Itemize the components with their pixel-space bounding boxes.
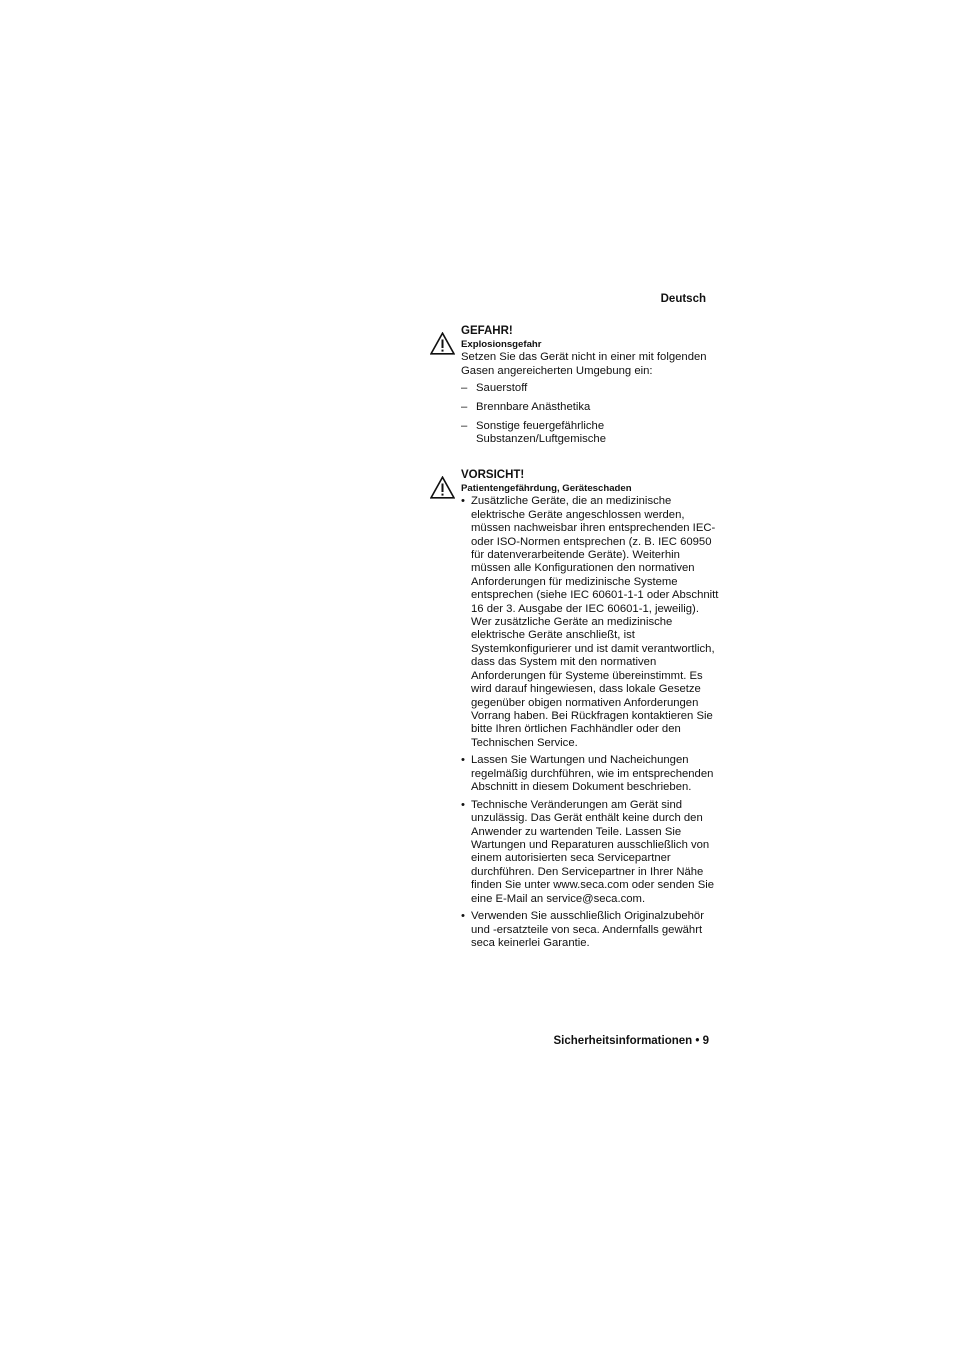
page-footer: Sicherheitsinformationen • 9	[553, 1035, 709, 1047]
danger-intro: Setzen Sie das Gerät nicht in einer mit folgenden Gasen angereicherten Umgebung ein:	[461, 351, 707, 377]
list-item: • Zusätzliche Geräte, die an medizinische elektrische Geräte angeschlossen werden, müssen nachweisbar ihren entsprechenden IEC- oder ISO-Normen entsprechen (z. B. IEC 60950 für datenverarbeitende Geräte). Weiterhin müssen alle Konfigurationen den normativen Anforderungen für medizinische Systeme entsprechen (siehe IEC 60601-1-1 oder Abschnitt 16 der 3. Ausgabe der IEC 60601-1, jeweilig). Wer zusätzliche Geräte an medizinische elektrische Geräte anschließt, ist Systemkonfigurierer und ist damit verantwortlich, dass das System mit den normativen Anforderungen für Systeme übereinstimmt. Es wird darauf hingewiesen, dass lokale Gesetze gegenüber obigen normativen Anforderungen Vorrang haben. Bei Rückfragen kontaktieren Sie bitte Ihren örtlichen Fachhändler oder den Technischen Service.	[461, 495, 720, 750]
danger-warning	[430, 325, 720, 452]
language-header: Deutsch	[660, 293, 706, 305]
danger-title: GEFAHR!	[461, 325, 513, 337]
warning-triangle-icon	[430, 332, 455, 355]
list-item: • Verwenden Sie ausschließlich Originalzubehör und -ersatzteile von seca. Andernfalls gewährt seca keinerlei Garantie.	[461, 910, 720, 950]
list-item: • Technische Veränderungen am Gerät sind unzulässig. Das Gerät enthält keine durch den Anwender zu wartenden Teile. Lassen Sie Wartungen und Reparaturen ausschließlich von einem autorisierten seca Servicepartner durchführen. Den Servicepartner in Ihrer Nähe finden Sie unter www.seca.com oder senden Sie eine E-Mail an service@seca.com.	[461, 799, 720, 906]
caution-title: VORSICHT!	[461, 469, 525, 481]
list-item: – Brennbare Anästhetika	[461, 401, 720, 414]
caution-warning	[430, 469, 720, 955]
list-item: – Sonstige feuergefährliche Substanzen/Luftgemische	[461, 420, 720, 447]
danger-subtitle: Explosionsgefahr	[461, 339, 542, 351]
danger-gas-list	[461, 382, 720, 446]
caution-bullet-list	[461, 495, 720, 950]
list-item: – Sauerstoff	[461, 382, 720, 395]
list-item: • Lassen Sie Wartungen und Nacheichungen regelmäßig durchführen, wie im entsprechenden Abschnitt in diesem Dokument beschrieben.	[461, 754, 720, 794]
warning-triangle-icon	[430, 476, 455, 499]
caution-subtitle: Patientengefährdung, Geräteschaden	[461, 483, 632, 495]
